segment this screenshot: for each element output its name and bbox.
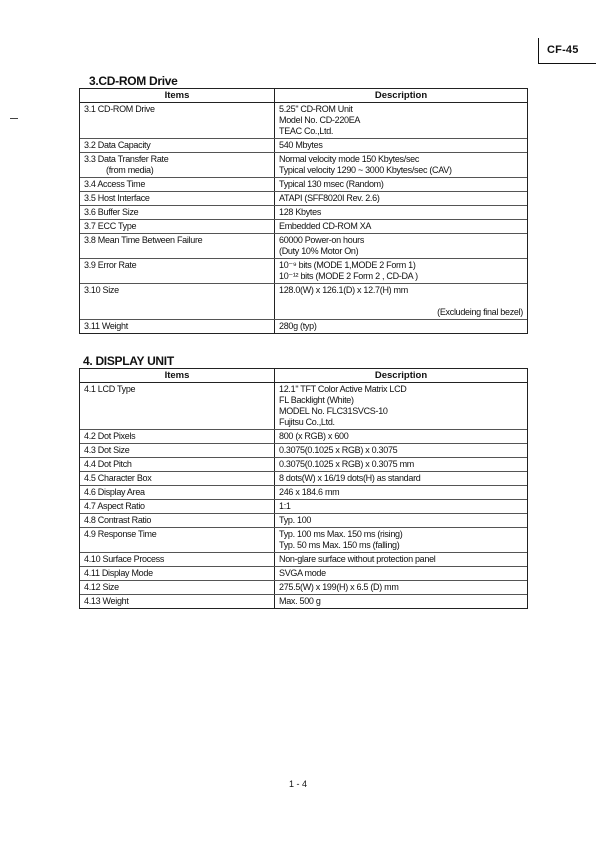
table-row [80,220,527,234]
item-text: 3.4 Access Time [84,179,146,189]
table-row [80,139,527,153]
description-text: Typical velocity 1290 ~ 3000 Kbytes/sec (CAV) [279,165,452,175]
row-description [279,220,527,232]
description-text: TEAC Co.,Ltd. [279,126,334,136]
table-row [80,567,527,581]
description-text [279,296,527,307]
description-text: 1:1 [279,501,291,511]
item-text: 3.2 Data Capacity [84,140,151,150]
row-item [84,568,270,579]
description-text: 12.1" TFT Color Active Matrix LCD [279,384,407,394]
page-tag-label: CF-45 [547,44,579,56]
table-row [80,153,527,178]
row-description [279,284,527,318]
row-description [279,528,527,551]
margin-mark [10,118,18,119]
table-row [80,500,527,514]
item-text: 3.7 ECC Type [84,221,137,231]
row-description [279,139,527,151]
header-description: Description [374,370,428,381]
item-text: 3.1 CD-ROM Drive [84,104,155,114]
row-item [84,459,270,470]
table-row [80,430,527,444]
description-text: 60000 Power-on hours [279,235,365,245]
row-item [84,221,270,232]
item-text: 3.8 Mean Time Between Failure [84,235,203,245]
row-description [279,206,527,218]
item-text: 4.4 Dot Pitch [84,459,132,469]
row-item [84,260,270,271]
table-row [80,103,527,139]
row-item [84,554,270,565]
row-description [279,234,527,257]
row-description [279,581,527,593]
row-description [279,259,527,282]
table-row [80,528,527,553]
item-text: 4.13 Weight [84,596,129,606]
description-text: 540 Mbytes [279,140,323,150]
item-text: 3.6 Buffer Size [84,207,139,217]
row-item [84,515,270,526]
description-text: Embedded CD-ROM XA [279,221,372,231]
description-text: 0.3075(0.1025 x RGB) x 0.3075 mm [279,459,414,469]
row-item [84,501,270,512]
item-text: 3.11 Weight [84,321,128,331]
description-text: 0.3075(0.1025 x RGB) x 0.3075 [279,445,398,455]
item-text: (from media) [106,165,154,175]
row-item [84,140,270,151]
item-text: 4.9 Response Time [84,529,157,539]
item-text: 3.10 Size [84,285,119,295]
cdrom-spec-table [79,88,528,334]
row-description [279,444,527,456]
display-section-title: 4. DISPLAY UNIT [83,354,174,368]
row-item [84,193,270,204]
table-row [80,192,527,206]
row-description [279,320,527,332]
row-item [84,487,270,498]
description-text: 280g (typ) [279,321,317,331]
item-text: 4.11 Display Mode [84,568,153,578]
table-row [80,458,527,472]
description-text: Max. 500 g [279,596,321,606]
row-description [279,567,527,579]
item-text: 4.8 Contrast Ratio [84,515,152,525]
row-item [84,285,270,296]
row-description [279,192,527,204]
item-text: 3.5 Host Interface [84,193,150,203]
table-header [80,369,527,383]
row-item [84,384,270,395]
description-text: 10⁻¹² bits (MODE 2 Form 2 , CD-DA ) [279,271,418,281]
description-text: 275.5(W) x 199(H) x 6.5 (D) mm [279,582,399,592]
description-text: FL Backlight (White) [279,395,354,405]
row-item [84,235,270,246]
description-text: (Duty 10% Motor On) [279,246,359,256]
description-text: Typ. 100 [279,515,312,525]
row-description [279,514,527,526]
row-description [279,500,527,512]
table-header [80,89,527,103]
row-item [84,445,270,456]
row-description [279,430,527,442]
table-row [80,595,527,608]
table-body [80,383,527,608]
description-text: Fujitsu Co.,Ltd. [279,417,335,427]
row-description [279,553,527,565]
table-body [80,103,527,333]
item-text: 4.1 LCD Type [84,384,136,394]
row-item [84,582,270,593]
page-number: 1 - 4 [288,779,307,789]
table-row [80,581,527,595]
row-item [84,473,270,484]
table-row [80,472,527,486]
table-row [80,320,527,333]
table-row [80,259,527,284]
row-description [279,383,527,428]
header-items: Items [164,90,190,101]
table-row [80,444,527,458]
description-text: 128.0(W) x 126.1(D) x 12.7(H) mm [279,285,408,295]
row-item [84,529,270,540]
row-item [84,431,270,442]
description-text: MODEL No. FLC31SVCS-10 [279,406,388,416]
table-row [80,234,527,259]
table-row [80,514,527,528]
item-text: 4.6 Display Area [84,487,145,497]
row-item [84,104,270,115]
item-text: 4.3 Dot Size [84,445,130,455]
description-text: (Excludeing final bezel) [437,307,523,317]
item-text: 4.5 Character Box [84,473,152,483]
item-text: 4.10 Surface Process [84,554,165,564]
description-text: ATAPI (SFF8020I Rev. 2.6) [279,193,380,203]
description-text: Typical 130 msec (Random) [279,179,384,189]
table-row [80,383,527,430]
row-description [279,103,527,137]
table-row [80,206,527,220]
description-text: 10⁻⁹ bits (MODE 1,MODE 2 Form 1) [279,260,416,270]
item-text: 3.3 Data Transfer Rate [84,154,169,164]
row-description [279,153,527,176]
row-item [84,154,270,176]
row-description [279,472,527,484]
tag-border-bottom [538,63,596,64]
row-description [279,595,527,607]
row-item [84,596,270,607]
description-text: Non-glare surface without protection panel [279,554,436,564]
description-text: Model No. CD-220EA [279,115,361,125]
description-text: 246 x 184.6 mm [279,487,340,497]
item-text: 4.2 Dot Pixels [84,431,136,441]
item-text: 4.12 Size [84,582,119,592]
table-row [80,178,527,192]
row-description [279,458,527,470]
description-text: 8 dots(W) x 16/19 dots(H) as standard [279,473,421,483]
cdrom-section-title: 3.CD-ROM Drive [89,74,178,88]
header-description: Description [374,90,428,101]
display-spec-table [79,368,528,609]
header-items: Items [164,370,190,381]
description-text: 800 (x RGB) x 600 [279,431,349,441]
item-text: 4.7 Aspect Ratio [84,501,145,511]
row-description [279,486,527,498]
table-row [80,486,527,500]
description-text: Normal velocity mode 150 Kbytes/sec [279,154,420,164]
table-row [80,284,527,320]
description-text: SVGA mode [279,568,326,578]
tag-border-left [538,38,539,64]
table-row [80,553,527,567]
item-text: 3.9 Error Rate [84,260,137,270]
row-item [84,179,270,190]
page-tag [538,38,596,64]
row-item [84,321,270,332]
description-text: Typ. 100 ms Max. 150 ms (rising) [279,529,403,539]
row-item [84,207,270,218]
description-text: 5.25" CD-ROM Unit [279,104,353,114]
description-text: 128 Kbytes [279,207,322,217]
description-text: Typ. 50 ms Max. 150 ms (falling) [279,540,400,550]
row-description [279,178,527,190]
